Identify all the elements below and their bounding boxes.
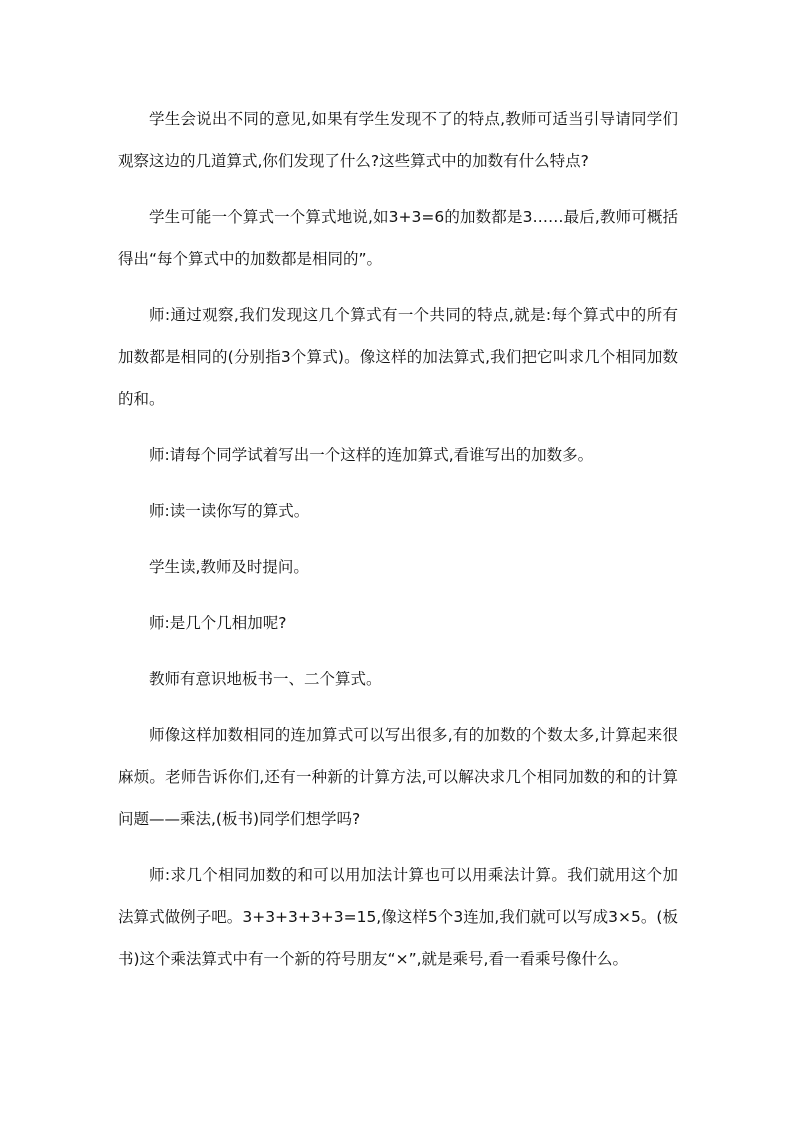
paragraph-4: 师:请每个同学试着写出一个这样的连加算式,看谁写出的加数多。: [149, 446, 594, 464]
paragraph-6: 学生读,教师及时提问。: [149, 558, 309, 576]
document-body: [118, 98, 678, 980]
paragraph-7: 师:是几个几相加呢?: [149, 614, 287, 632]
paragraph-9: 师像这样加数相同的连加算式可以写出很多,有的加数的个数太多,计算起来很麻烦。老师告诉你们,还有一种新的计算方法,可以解决求几个相同加数的和的计算问题——乘法,(板书)同学们想学吗?: [118, 726, 678, 828]
paragraph-3: 师:通过观察,我们发现这几个算式有一个共同的特点,就是:每个算式中的所有加数都是相同的(分别指3个算式)。像这样的加法算式,我们把它叫求几个相同加数的和。: [118, 306, 678, 408]
paragraph-1: 学生会说出不同的意见,如果有学生发现不了的特点,教师可适当引导请同学们观察这边的几道算式,你们发现了什么?这些算式中的加数有什么特点?: [118, 110, 678, 170]
paragraph-10: 师:求几个相同加数的和可以用加法计算也可以用乘法计算。我们就用这个加法算式做例子吧。3+3+3+3+3=15,像这样5个3连加,我们就可以写成3×5。(板书)这个乘法算式中有一个新的符号朋友“×”,就是乘号,看一看乘号像什么。: [118, 866, 678, 968]
paragraph-8: 教师有意识地板书一、二个算式。: [149, 670, 382, 688]
paragraph-5: 师:读一读你写的算式。: [149, 502, 310, 520]
paragraph-2: 学生可能一个算式一个算式地说,如3+3=6的加数都是3……最后,教师可概括得出“每个算式中的加数都是相同的”。: [118, 208, 678, 268]
